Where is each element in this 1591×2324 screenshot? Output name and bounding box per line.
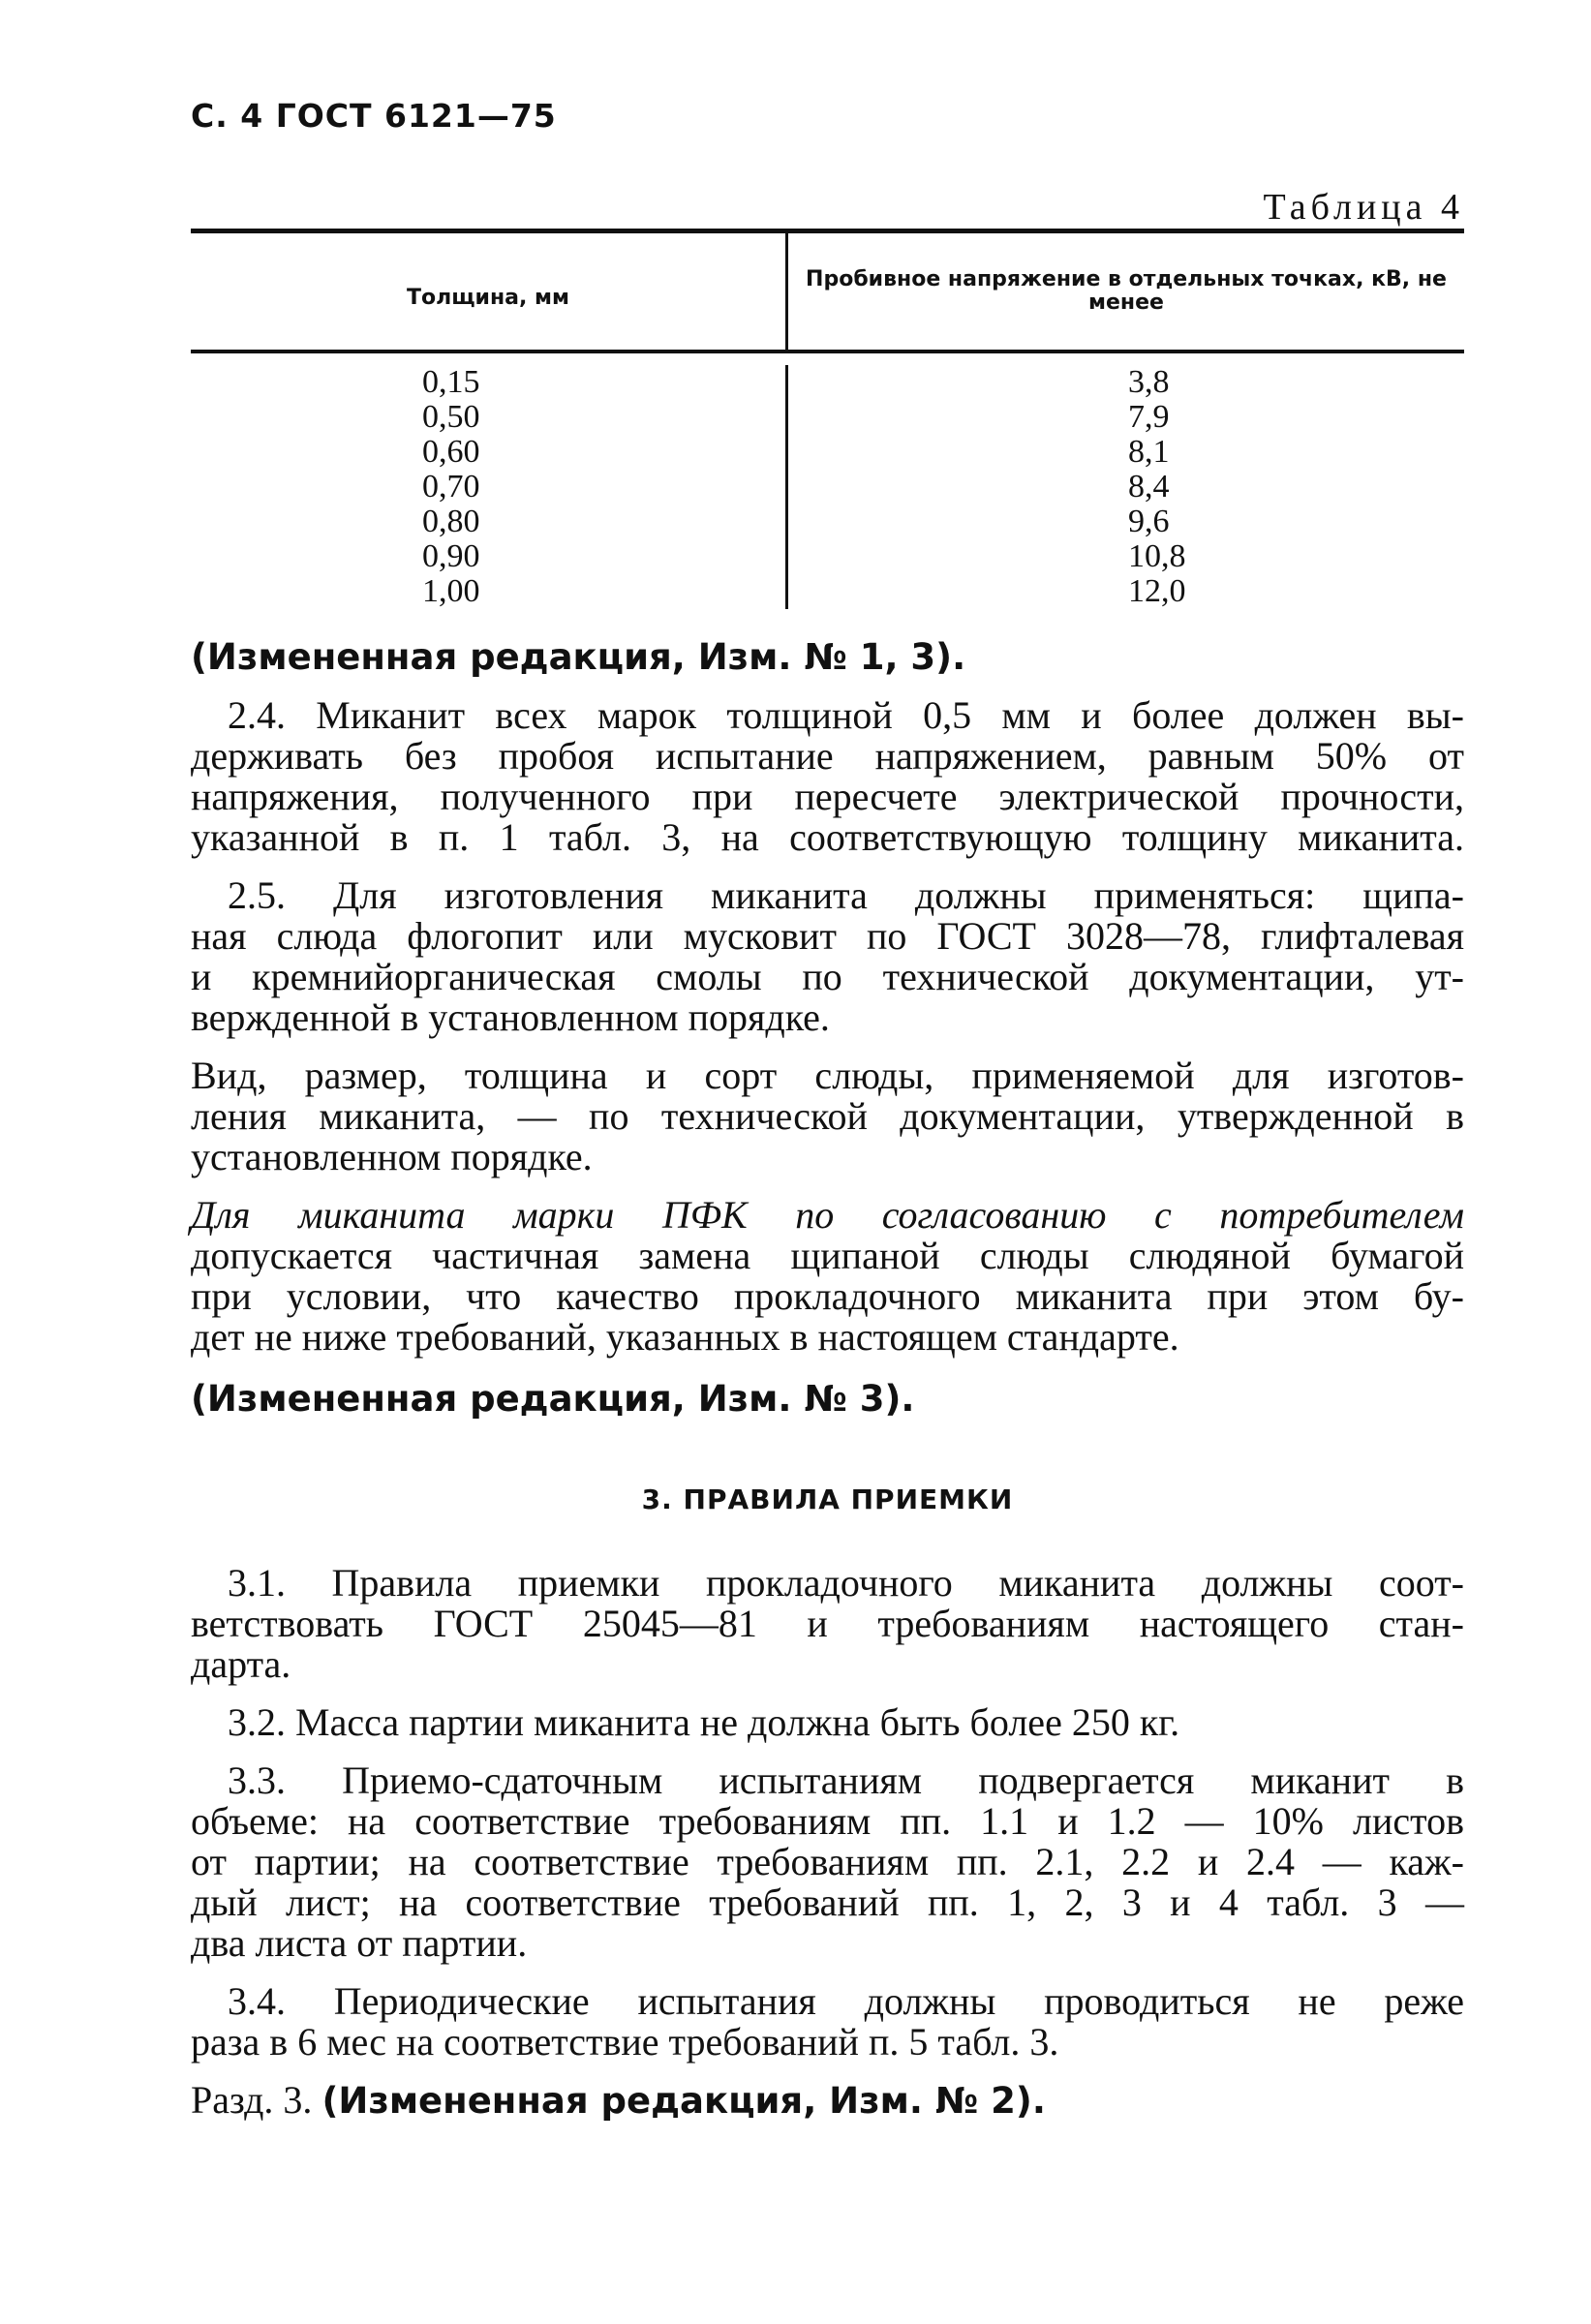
paragraph-3-1 [191, 1563, 1464, 1685]
text-line: дарта. [191, 1642, 291, 1686]
thickness-voltage-table [191, 229, 1464, 609]
thickness-column [191, 365, 788, 609]
text-line: установленном порядке. [191, 1135, 593, 1178]
text-line: 3.1. Правила приемки прокладочного миканита должны соот- [228, 1561, 1464, 1605]
text-line: допускается частичная замена щипаной слюды слюдяной бумагой [191, 1234, 1464, 1277]
thickness-cell: 0,70 [422, 469, 480, 505]
paragraph-3-2 [191, 1702, 1464, 1743]
table-body [191, 353, 1464, 609]
text-line: держивать без пробоя испытание напряжением, равным 50% от [191, 734, 1464, 778]
text-line: ветствовать ГОСТ 25045—81 и требованиям настоящего стан- [191, 1602, 1464, 1645]
text-line: вержденной в установленном порядке. [191, 995, 830, 1039]
thickness-cell: 0,80 [422, 504, 480, 539]
revision-note-2: (Измененная редакция, Изм. № 3). [191, 1378, 915, 1420]
paragraph-3-4 [191, 1981, 1464, 2063]
text-line: 2.4. Миканит всех марок толщиной 0,5 мм и более должен вы- [228, 693, 1464, 737]
voltage-cell: 10,8 [1128, 538, 1186, 574]
running-head: С. 4 ГОСТ 6121—75 [191, 97, 557, 135]
text-line: указанной в п. 1 табл. 3, на соответствующую толщину миканита. [191, 815, 1464, 859]
paragraph-2-4 [191, 695, 1464, 858]
text-line: 3.4. Периодические испытания должны проводиться не реже [228, 1979, 1464, 2023]
text-line: объеме: на соответствие требованиям пп. 1.1 и 1.2 — 10% листов [191, 1799, 1464, 1843]
italic-text-line: Для миканита марки ПФК по согласованию с потребителем [191, 1193, 1464, 1237]
thickness-cell: 0,50 [422, 399, 480, 435]
header-breakdown-voltage: Пробивное напряжение в отдельных точках, кВ, не менее [806, 267, 1447, 315]
revision-note-3: (Измененная редакция, Изм. № 2). [321, 2080, 1046, 2122]
text-line: 2.5. Для изготовления миканита должны применяться: щипа- [228, 873, 1464, 917]
text-line: Вид, размер, толщина и сорт слюды, применяемой для изготов- [191, 1054, 1464, 1097]
text-line: дет не ниже требований, указанных в настоящем стандарте. [191, 1315, 1179, 1359]
thickness-cell: 0,90 [422, 538, 480, 574]
text-line: дый лист; на соответствие требований пп. 1, 2, 3 и 4 табл. 3 — [191, 1881, 1464, 1924]
text-line: 3.2. Масса партии миканита не должна быть более 250 кг. [228, 1700, 1180, 1744]
text-line: ления миканита, — по технической документации, утвержденной в [191, 1094, 1464, 1138]
paragraph-2-5-pfk [191, 1195, 1464, 1358]
thickness-cell: 0,15 [422, 364, 480, 400]
document-page [191, 0, 1464, 2324]
voltage-cell: 7,9 [1128, 399, 1170, 435]
header-thickness: Толщина, мм [191, 233, 788, 350]
text-line: напряжения, полученного при пересчете электрической прочности, [191, 775, 1464, 818]
section-3-title: 3. ПРАВИЛА ПРИЕМКИ [641, 1483, 1014, 1515]
text-line: 3.3. Приемо-сдаточным испытаниям подвергается миканит в [228, 1758, 1464, 1802]
text-line: и кремнийорганическая смолы по технической документации, ут- [191, 955, 1464, 998]
thickness-cell: 1,00 [422, 573, 480, 609]
text-line: ная слюда флогопит или мусковит по ГОСТ 3028—78, глифталевая [191, 914, 1464, 958]
paragraph-2-5-mica-type [191, 1055, 1464, 1177]
table-header-row [191, 233, 1464, 350]
revision-note-1: (Измененная редакция, Изм. № 1, 3). [191, 636, 966, 678]
body-text [191, 637, 1464, 2122]
voltage-column [788, 365, 1464, 609]
table-caption: Таблица 4 [1263, 187, 1464, 228]
section-3-revision-note [191, 2080, 1464, 2122]
voltage-cell: 8,4 [1128, 469, 1170, 505]
text-line: раза в 6 мес на соответствие требований п. 5 табл. 3. [191, 2020, 1059, 2064]
voltage-cell: 3,8 [1128, 364, 1170, 400]
thickness-cell: 0,60 [422, 434, 480, 470]
text-line: два листа от партии. [191, 1921, 528, 1965]
voltage-cell: 9,6 [1128, 504, 1170, 539]
voltage-cell: 12,0 [1128, 573, 1186, 609]
section-ref: Разд. 3. [191, 2078, 322, 2122]
paragraph-3-3 [191, 1760, 1464, 1964]
text-line: при условии, что качество прокладочного миканита при этом бу- [191, 1274, 1464, 1318]
paragraph-2-5 [191, 875, 1464, 1038]
text-line: от партии; на соответствие требованиям пп. 2.1, 2.2 и 2.4 — каж- [191, 1840, 1464, 1883]
voltage-cell: 8,1 [1128, 434, 1170, 470]
